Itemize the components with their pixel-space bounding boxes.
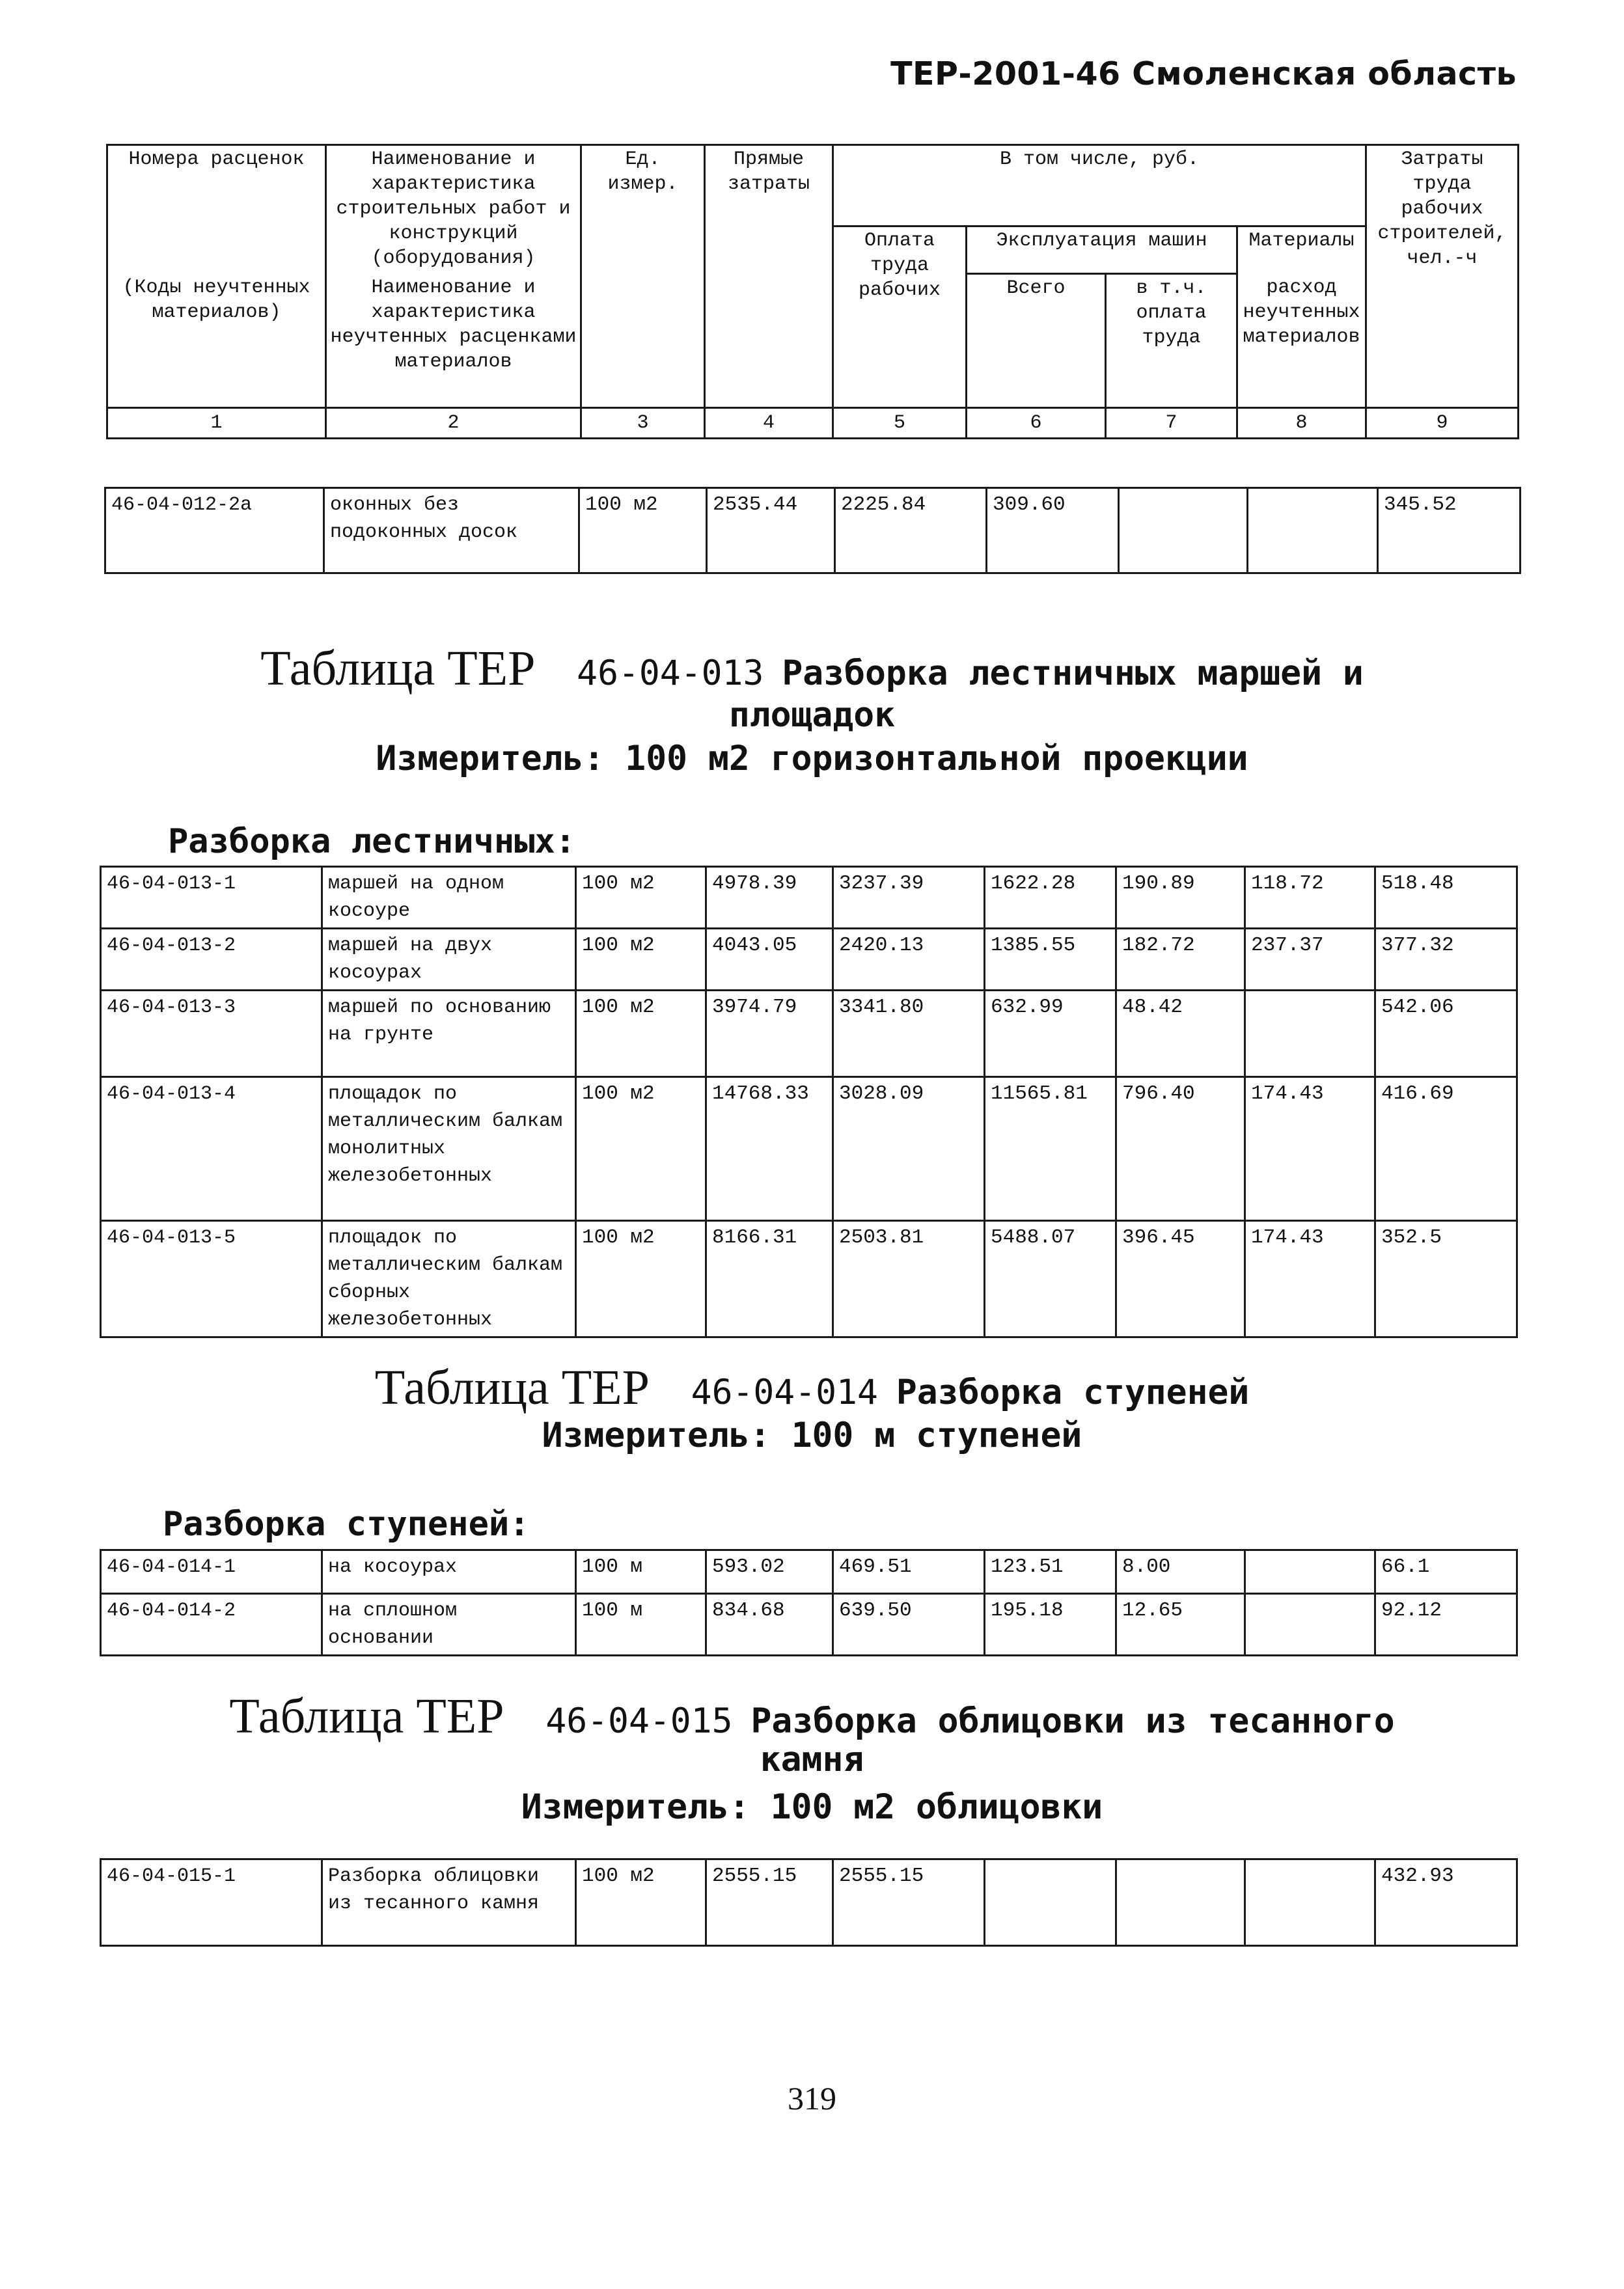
rate-machines-labor xyxy=(1116,1859,1245,1946)
rate-code: 46-04-014-1 xyxy=(101,1550,322,1594)
table-name: Разборка облицовки из тесанного xyxy=(750,1701,1395,1741)
hdr-labor: Оплата труда рабочих xyxy=(833,226,967,408)
rate-unit: 100 м xyxy=(576,1594,706,1656)
rate-code: 46-04-013-1 xyxy=(101,867,322,929)
rate-name: площадок по металлическим балкам сборных железобетонных xyxy=(322,1221,576,1337)
col-number: 6 xyxy=(967,407,1106,438)
rate-machines: 11565.81 xyxy=(985,1077,1116,1221)
rate-materials: 237.37 xyxy=(1245,929,1375,991)
rate-name: маршей по основанию на грунте xyxy=(322,991,576,1077)
hdr-unit: Ед. измер. xyxy=(581,145,705,408)
rate-code: 46-04-013-2 xyxy=(101,929,322,991)
page-number: 319 xyxy=(788,2080,836,2117)
table-title-015 xyxy=(0,1689,1624,1744)
hdr-materials-unaccounted: расход неучтенных материалов xyxy=(1237,274,1366,408)
table-row xyxy=(101,1550,1517,1594)
hdr-machines: Эксплуатация машин xyxy=(967,226,1237,274)
rate-direct: 834.68 xyxy=(706,1594,833,1656)
rate-machines: 123.51 xyxy=(985,1550,1116,1594)
hdr-machines-labor: в т.ч. оплата труда xyxy=(1106,274,1237,408)
hdr-machines-total: Всего xyxy=(967,274,1106,408)
rate-machines-labor: 48.42 xyxy=(1116,991,1245,1077)
rate-hours: 66.1 xyxy=(1375,1550,1517,1594)
rate-direct: 14768.33 xyxy=(706,1077,833,1221)
hdr-name-unaccounted: Наименование и характеристика неучтенных расценками материалов xyxy=(326,274,581,408)
table-name: Разборка лестничных маршей и xyxy=(782,653,1364,693)
col-number: 7 xyxy=(1106,407,1237,438)
table-row xyxy=(101,1859,1517,1946)
col-number: 4 xyxy=(705,407,833,438)
rate-code: 46-04-013-3 xyxy=(101,991,322,1077)
column-header-table xyxy=(106,144,1519,439)
table-row xyxy=(101,867,1517,929)
rate-hours: 352.5 xyxy=(1375,1221,1517,1337)
rate-hours: 377.32 xyxy=(1375,929,1517,991)
rate-machines: 1622.28 xyxy=(985,867,1116,929)
table-name-continued: площадок xyxy=(728,695,896,735)
col-number: 3 xyxy=(581,407,705,438)
table-row xyxy=(101,929,1517,991)
table-name-continued: камня xyxy=(760,1740,864,1779)
rate-materials: 118.72 xyxy=(1245,867,1375,929)
rate-name: маршей на двух косоурах xyxy=(322,929,576,991)
rate-code: 46-04-015-1 xyxy=(101,1859,322,1946)
rate-code: 46-04-012-2а xyxy=(105,488,324,573)
table-row xyxy=(101,1077,1517,1221)
rates-table-012 xyxy=(104,487,1521,574)
rate-labor: 3028.09 xyxy=(833,1077,985,1221)
rate-hours: 416.69 xyxy=(1375,1077,1517,1221)
rate-labor: 2555.15 xyxy=(833,1859,985,1946)
col-number: 1 xyxy=(107,407,326,438)
rate-unit: 100 м2 xyxy=(576,1077,706,1221)
rate-machines-labor: 796.40 xyxy=(1116,1077,1245,1221)
table-title-014 xyxy=(0,1360,1624,1415)
table-code: 46-04-013 xyxy=(577,653,764,693)
rate-labor: 2420.13 xyxy=(833,929,985,991)
rate-materials xyxy=(1248,488,1378,573)
rate-materials: 174.43 xyxy=(1245,1221,1375,1337)
rate-machines-labor: 190.89 xyxy=(1116,867,1245,929)
hdr-hours: Затраты труда рабочих строителей, чел.-ч xyxy=(1366,145,1519,408)
rate-hours: 518.48 xyxy=(1375,867,1517,929)
rate-materials xyxy=(1245,1550,1375,1594)
col-number: 8 xyxy=(1237,407,1366,438)
rate-materials: 174.43 xyxy=(1245,1077,1375,1221)
hdr-group: В том числе, руб. xyxy=(833,145,1366,226)
rate-hours: 92.12 xyxy=(1375,1594,1517,1656)
rate-machines-labor xyxy=(1119,488,1248,573)
rate-name: оконных без подоконных досок xyxy=(324,488,579,573)
rate-machines-labor: 396.45 xyxy=(1116,1221,1245,1337)
rate-machines-labor: 8.00 xyxy=(1116,1550,1245,1594)
table-row xyxy=(101,1594,1517,1656)
table-code: 46-04-014 xyxy=(691,1373,878,1412)
rate-labor: 469.51 xyxy=(833,1550,985,1594)
hdr-direct: Прямые затраты xyxy=(705,145,833,408)
rate-hours: 542.06 xyxy=(1375,991,1517,1077)
rate-direct: 8166.31 xyxy=(706,1221,833,1337)
table-measure: Измеритель: 100 м ступеней xyxy=(542,1416,1082,1455)
rate-unit: 100 м2 xyxy=(576,1221,706,1337)
rate-name: на сплошном основании xyxy=(322,1594,576,1656)
rate-labor: 2225.84 xyxy=(835,488,987,573)
rate-unit: 100 м2 xyxy=(576,867,706,929)
table-row xyxy=(105,488,1521,573)
hdr-code: Номера расценок xyxy=(107,145,326,274)
rate-machines-labor: 182.72 xyxy=(1116,929,1245,991)
rate-unit: 100 м xyxy=(576,1550,706,1594)
table-label: Таблица ТЕР xyxy=(229,1689,504,1744)
col-number: 2 xyxy=(326,407,581,438)
rate-code: 46-04-014-2 xyxy=(101,1594,322,1656)
table-measure: Измеритель: 100 м2 облицовки xyxy=(521,1787,1103,1827)
rate-machines: 309.60 xyxy=(987,488,1119,573)
rate-machines: 5488.07 xyxy=(985,1221,1116,1337)
section-heading: Разборка лестничных: xyxy=(168,822,576,861)
rate-machines: 1385.55 xyxy=(985,929,1116,991)
rate-code: 46-04-013-4 xyxy=(101,1077,322,1221)
hdr-code-unaccounted: (Коды неучтенных материалов) xyxy=(107,274,326,408)
col-number: 5 xyxy=(833,407,967,438)
running-header: ТЕР-2001-46 Смоленская область xyxy=(890,55,1517,92)
rate-materials xyxy=(1245,1594,1375,1656)
rate-name: площадок по металлическим балкам монолитных железобетонных xyxy=(322,1077,576,1221)
rate-direct: 2535.44 xyxy=(707,488,835,573)
rate-labor: 3237.39 xyxy=(833,867,985,929)
rate-unit: 100 м2 xyxy=(579,488,707,573)
rate-labor: 3341.80 xyxy=(833,991,985,1077)
table-row xyxy=(101,1221,1517,1337)
rate-materials xyxy=(1245,1859,1375,1946)
rates-table-014 xyxy=(100,1549,1518,1656)
rate-name: Разборка облицовки из тесанного камня xyxy=(322,1859,576,1946)
rate-unit: 100 м2 xyxy=(576,929,706,991)
hdr-name: Наименование и характеристика строительных работ и конструкций (оборудования) xyxy=(326,145,581,274)
rate-machines-labor: 12.65 xyxy=(1116,1594,1245,1656)
rate-machines: 632.99 xyxy=(985,991,1116,1077)
rate-labor: 639.50 xyxy=(833,1594,985,1656)
rates-table-013 xyxy=(100,866,1518,1338)
table-name: Разборка ступеней xyxy=(896,1373,1250,1412)
rate-direct: 2555.15 xyxy=(706,1859,833,1946)
table-row xyxy=(101,991,1517,1077)
hdr-materials: Материалы xyxy=(1237,226,1366,274)
rate-direct: 3974.79 xyxy=(706,991,833,1077)
rate-direct: 4043.05 xyxy=(706,929,833,991)
table-code: 46-04-015 xyxy=(545,1701,733,1741)
rate-materials xyxy=(1245,991,1375,1077)
rate-unit: 100 м2 xyxy=(576,991,706,1077)
rate-labor: 2503.81 xyxy=(833,1221,985,1337)
rate-unit: 100 м2 xyxy=(576,1859,706,1946)
table-title-013 xyxy=(0,641,1624,696)
table-label: Таблица ТЕР xyxy=(260,641,536,696)
rate-machines: 195.18 xyxy=(985,1594,1116,1656)
section-heading: Разборка ступеней: xyxy=(163,1505,530,1544)
table-measure: Измеритель: 100 м2 горизонтальной проекции xyxy=(376,739,1248,778)
rate-direct: 4978.39 xyxy=(706,867,833,929)
rate-name: маршей на одном косоуре xyxy=(322,867,576,929)
rate-name: на косоурах xyxy=(322,1550,576,1594)
col-number: 9 xyxy=(1366,407,1519,438)
rate-direct: 593.02 xyxy=(706,1550,833,1594)
rate-hours: 345.52 xyxy=(1378,488,1521,573)
rates-table-015 xyxy=(100,1858,1518,1947)
rate-code: 46-04-013-5 xyxy=(101,1221,322,1337)
rate-hours: 432.93 xyxy=(1375,1859,1517,1946)
rate-machines xyxy=(985,1859,1116,1946)
table-label: Таблица ТЕР xyxy=(374,1360,650,1415)
